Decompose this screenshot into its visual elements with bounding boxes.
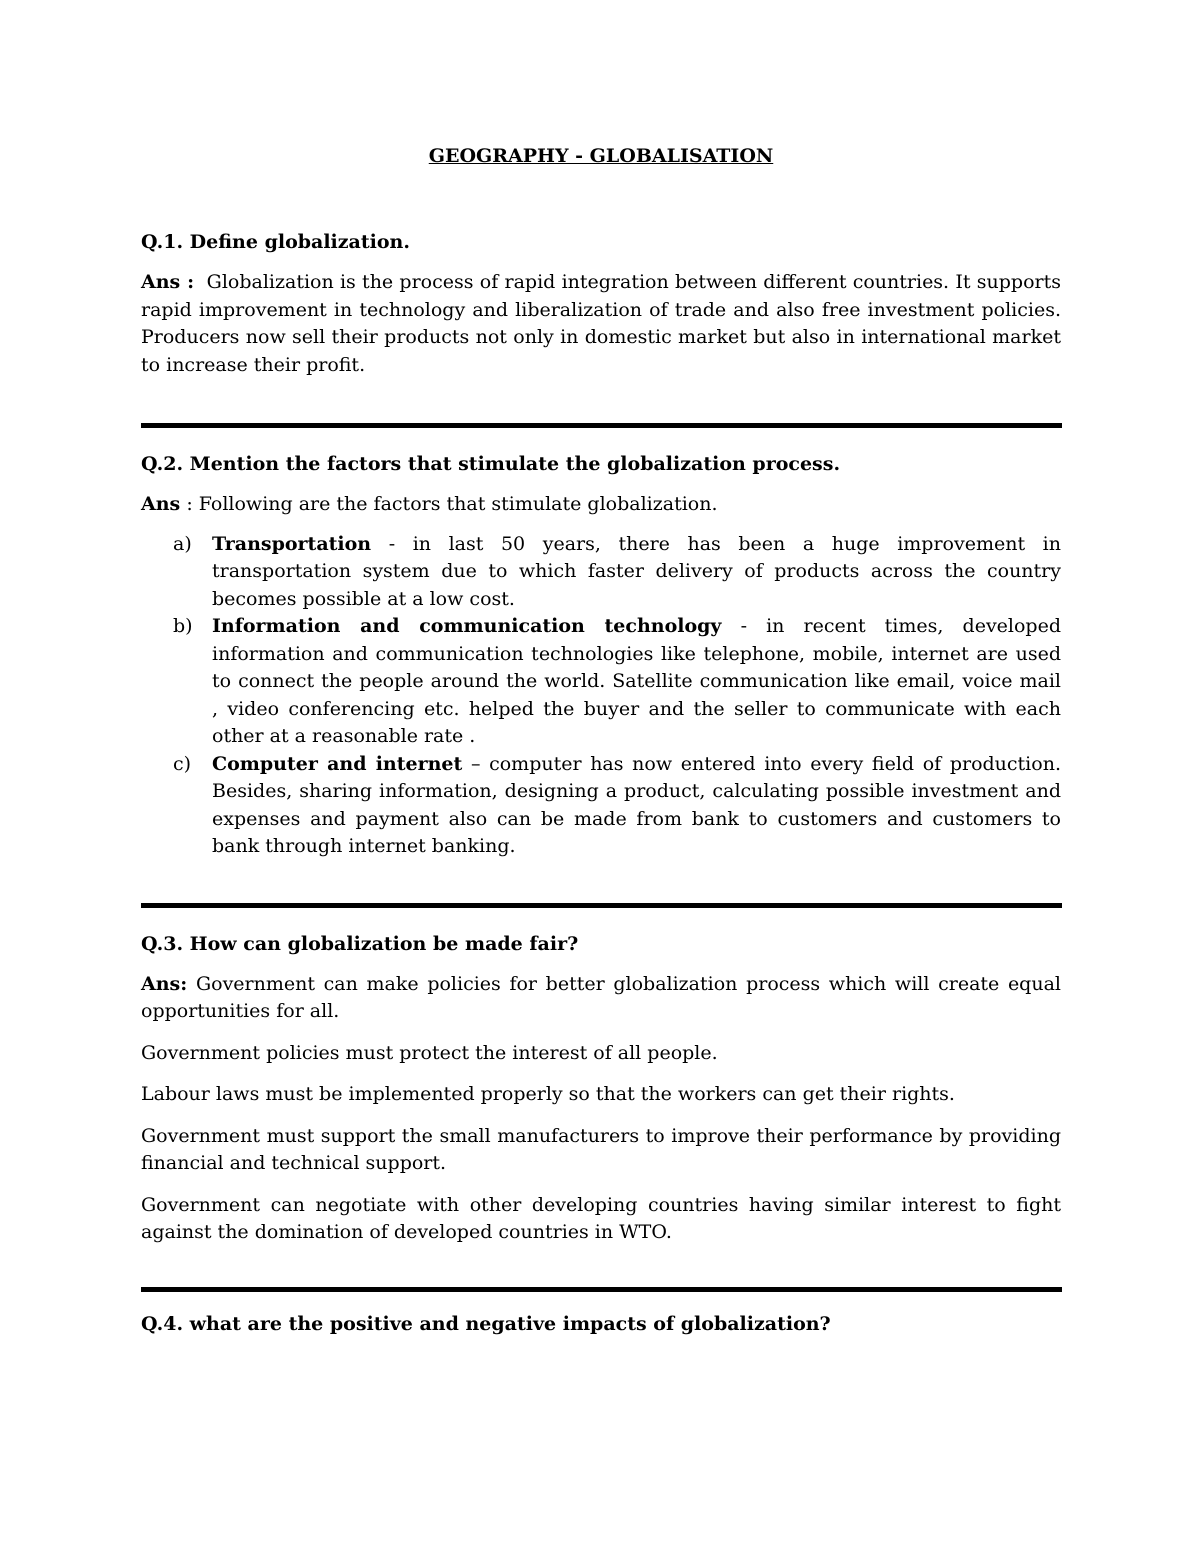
- factor-text: in last 50 years, there has been a huge improvement in transportation system due to which faster delivery of products across the country becomes possible at a low cost.: [212, 532, 1061, 610]
- answer-label: Ans:: [141, 972, 188, 995]
- section-divider: [141, 903, 1062, 908]
- list-marker: b): [173, 615, 193, 637]
- question-1: Q.1. Define globalization.: [141, 231, 410, 253]
- list-marker: c): [173, 752, 192, 775]
- list-marker: a): [173, 532, 192, 555]
- section-divider: [141, 423, 1062, 428]
- factors-list: [141, 531, 1061, 861]
- list-item: [141, 751, 1061, 861]
- answer-1-text: Globalization is the process of rapid integration between different countries. It supports rapid improvement in technology and liberalization of trade and also free investment policies. Producers now sell their products not only in domestic market but also in international market to increase their profit.: [141, 271, 1061, 376]
- document-page: [141, 142, 1061, 1351]
- answer-3-point: Government policies must protect the interest of all people.: [141, 1041, 718, 1064]
- answer-3-point: Government can negotiate with other developing countries having similar interest to fight against the domination of developed countries in WTO.: [141, 1193, 1061, 1243]
- factor-text: in recent times, developed information and communication technologies like telephone, mobile, internet are used to connect the people around the world. Satellite communication like email, voice mail , video conferencing etc. helped the buyer and the seller to communicate with each other at a reasonable rate .: [212, 615, 1062, 747]
- factor-heading: Computer and internet: [212, 752, 463, 775]
- answer-label: Ans :: [141, 271, 195, 293]
- document-title: GEOGRAPHY - GLOBALISATION: [428, 145, 774, 167]
- question-4: Q.4. what are the positive and negative impacts of globalization?: [141, 1312, 831, 1335]
- answer-3-point: Government must support the small manufacturers to improve their performance by providing financial and technical support.: [141, 1124, 1061, 1174]
- answer-3-point: Labour laws must be implemented properly so that the workers can get their rights.: [141, 1083, 955, 1105]
- answer-2-intro-text: : Following are the factors that stimulate globalization.: [186, 493, 718, 515]
- question-3: Q.3. How can globalization be made fair?: [141, 932, 579, 955]
- factor-separator: -: [721, 615, 767, 637]
- factor-heading: Information and communication technology: [212, 615, 722, 637]
- answer-1: [141, 269, 1061, 379]
- factor-separator: –: [462, 752, 490, 775]
- list-item: [141, 613, 1061, 751]
- factor-text: computer has now entered into every field of production. Besides, sharing information, designing a product, calculating possible investment and expenses and payment also can be made from bank to customers and customers to bank through internet banking.: [212, 752, 1061, 857]
- answer-3: [141, 971, 1061, 1026]
- answer-2-intro: [141, 491, 1061, 519]
- answer-label: Ans: [141, 493, 181, 515]
- list-item: [141, 531, 1061, 614]
- answer-3-text: Government can make policies for better globalization process which will create equal opportunities for all.: [141, 972, 1061, 1022]
- section-divider: [141, 1287, 1062, 1292]
- question-2: Q.2. Mention the factors that stimulate the globalization process.: [141, 453, 841, 475]
- factor-separator: -: [371, 532, 413, 555]
- factor-heading: Transportation: [212, 532, 372, 555]
